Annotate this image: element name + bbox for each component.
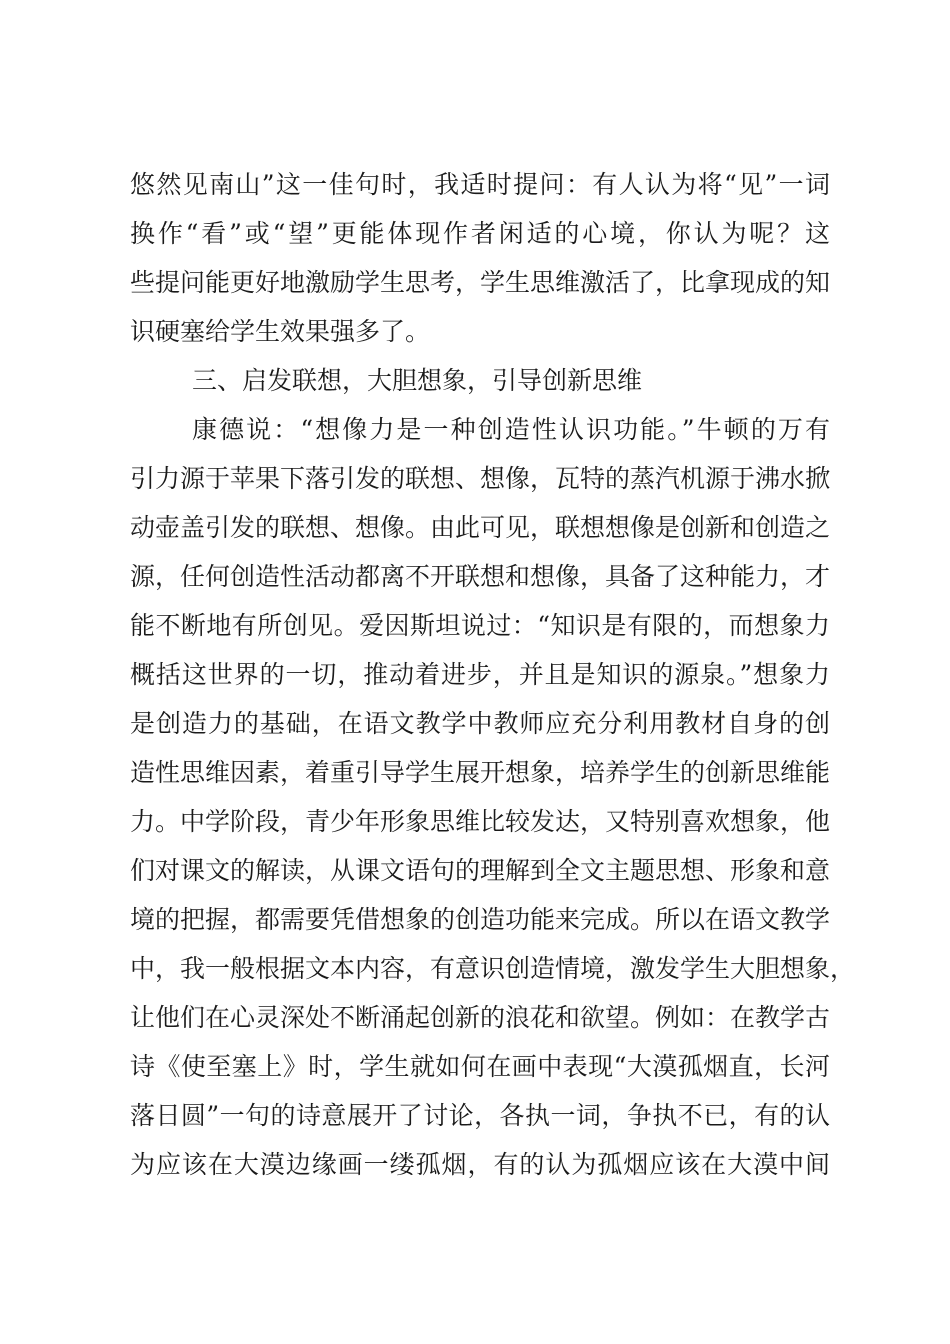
text-line: 能不断地有所创见。爱因斯坦说过：“知识是有限的，而想象力 bbox=[130, 611, 830, 640]
body-text bbox=[130, 160, 856, 1189]
text-line: 动壶盖引发的联想、想像。由此可见，联想想像是创新和创造之 bbox=[130, 513, 831, 542]
text-line: 为应该在大漠边缘画一缕孤烟，有的认为孤烟应该在大漠中间 bbox=[130, 1150, 830, 1179]
section-heading bbox=[130, 356, 830, 405]
text-line: 境的把握，都需要凭借想象的创造功能来完成。所以在语文教学 bbox=[130, 905, 831, 934]
text-line: 是创造力的基础，在语文教学中教师应充分利用教材自身的创 bbox=[130, 709, 830, 738]
text-line: 中，我一般根据文本内容，有意识创造情境，激发学生大胆想象， bbox=[130, 954, 856, 983]
text-line: 让他们在心灵深处不断涌起创新的浪花和欲望。例如：在教学古 bbox=[130, 1003, 831, 1032]
text-line: 引力源于苹果下落引发的联想、想像，瓦特的蒸汽机源于沸水掀 bbox=[130, 464, 831, 493]
text-line: 概括这世界的一切，推动着进步，并且是知识的源泉。”想象力 bbox=[130, 660, 830, 689]
paragraph bbox=[130, 405, 856, 1189]
text-line: 识硬塞给学生效果强多了。 bbox=[130, 317, 431, 346]
paragraph bbox=[130, 160, 830, 356]
text-line: 源，任何创造性活动都离不开联想和想像，具备了这种能力，才 bbox=[130, 562, 831, 591]
text-line: 诗《使至塞上》时，学生就如何在画中表现“大漠孤烟直，长河 bbox=[130, 1052, 830, 1081]
text-line: 力。中学阶段，青少年形象思维比较发达，又特别喜欢想象，他 bbox=[130, 807, 831, 836]
text-line: 些提问能更好地激励学生思考，学生思维激活了，比拿现成的知 bbox=[130, 268, 831, 297]
text-line: 落日圆”一句的诗意展开了讨论，各执一词，争执不已，有的认 bbox=[130, 1101, 830, 1130]
text-line: 悠然见南山”这一佳句时，我适时提问：有人认为将“见”一词 bbox=[130, 170, 830, 199]
text-line: 康德说：“想像力是一种创造性认识功能。”牛顿的万有 bbox=[192, 415, 830, 444]
text-line: 换作“看”或“望”更能体现作者闲适的心境，你认为呢？这 bbox=[130, 219, 830, 248]
text-line: 三、启发联想，大胆想象，引导创新思维 bbox=[192, 366, 643, 395]
text-line: 们对课文的解读，从课文语句的理解到全文主题思想、形象和意 bbox=[130, 856, 831, 885]
text-line: 造性思维因素，着重引导学生展开想象，培养学生的创新思维能 bbox=[130, 758, 831, 787]
